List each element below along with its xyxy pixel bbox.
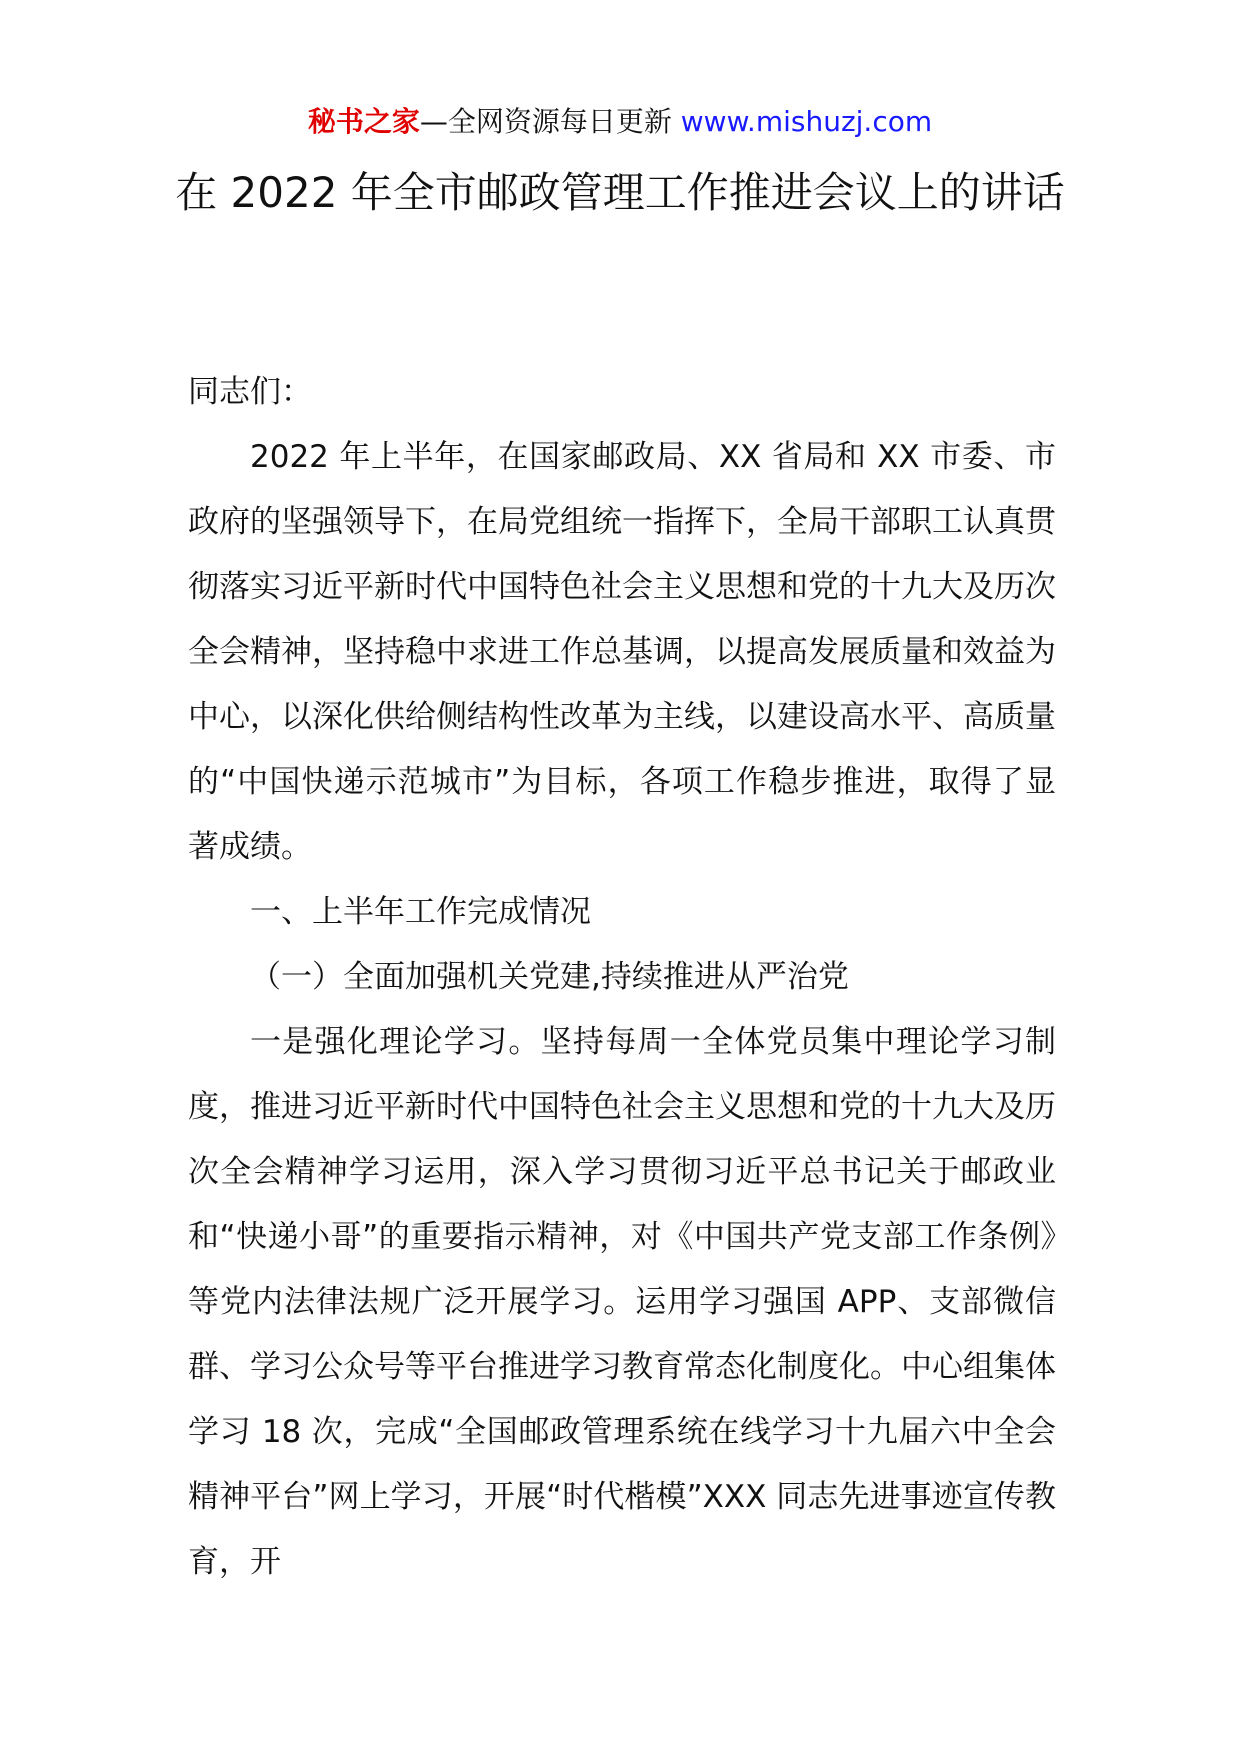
brand-name: 秘书之家 xyxy=(307,105,420,138)
subsection-heading: （一）全面加强机关党建,持续推进从严治党 xyxy=(250,959,849,995)
site-header xyxy=(0,102,1240,142)
header-tagline: —全网资源每日更新 xyxy=(419,105,681,138)
point-one-paragraph: 一是强化理论学习。坚持每周一全体党员集中理论学习制度，推进习近平新时代中国特色社会主义思想和党的十九大及历次全会精神学习运用，深入学习贯彻习近平总书记关于邮政业和“快递小哥”的重要指示精神，对《中国共产党支部工作条例》等党内法律法规广泛开展学习。运用学习强国 APP、支部微信群、学习公众号等平台推进学习教育常态化制度化。中心组集体学习 18 次，完成“全国邮政管理系统在线学习十九届六中全会精神平台”网上学习，开展“时代楷模”XXX 同志先进事迹宣传教育，开 xyxy=(188,1024,1056,1580)
section-heading: 一、上半年工作完成情况 xyxy=(250,894,591,930)
salutation: 同志们： xyxy=(188,374,312,410)
document-body xyxy=(188,360,1056,1595)
site-url-link[interactable]: www.mishuzj.com xyxy=(680,105,933,138)
intro-paragraph: 2022 年上半年，在国家邮政局、XX 省局和 XX 市委、市政府的坚强领导下，在局党组统一指挥下，全局干部职工认真贯彻落实习近平新时代中国特色社会主义思想和党的十九大及历次全会精神，坚持稳中求进工作总基调，以提高发展质量和效益为中心，以深化供给侧结构性改革为主线，以建设高水平、高质量的“中国快递示范城市”为目标，各项工作稳步推进，取得了显著成绩。 xyxy=(188,439,1056,865)
document-title: 在 2022 年全市邮政管理工作推进会议上的讲话 xyxy=(175,168,1065,217)
